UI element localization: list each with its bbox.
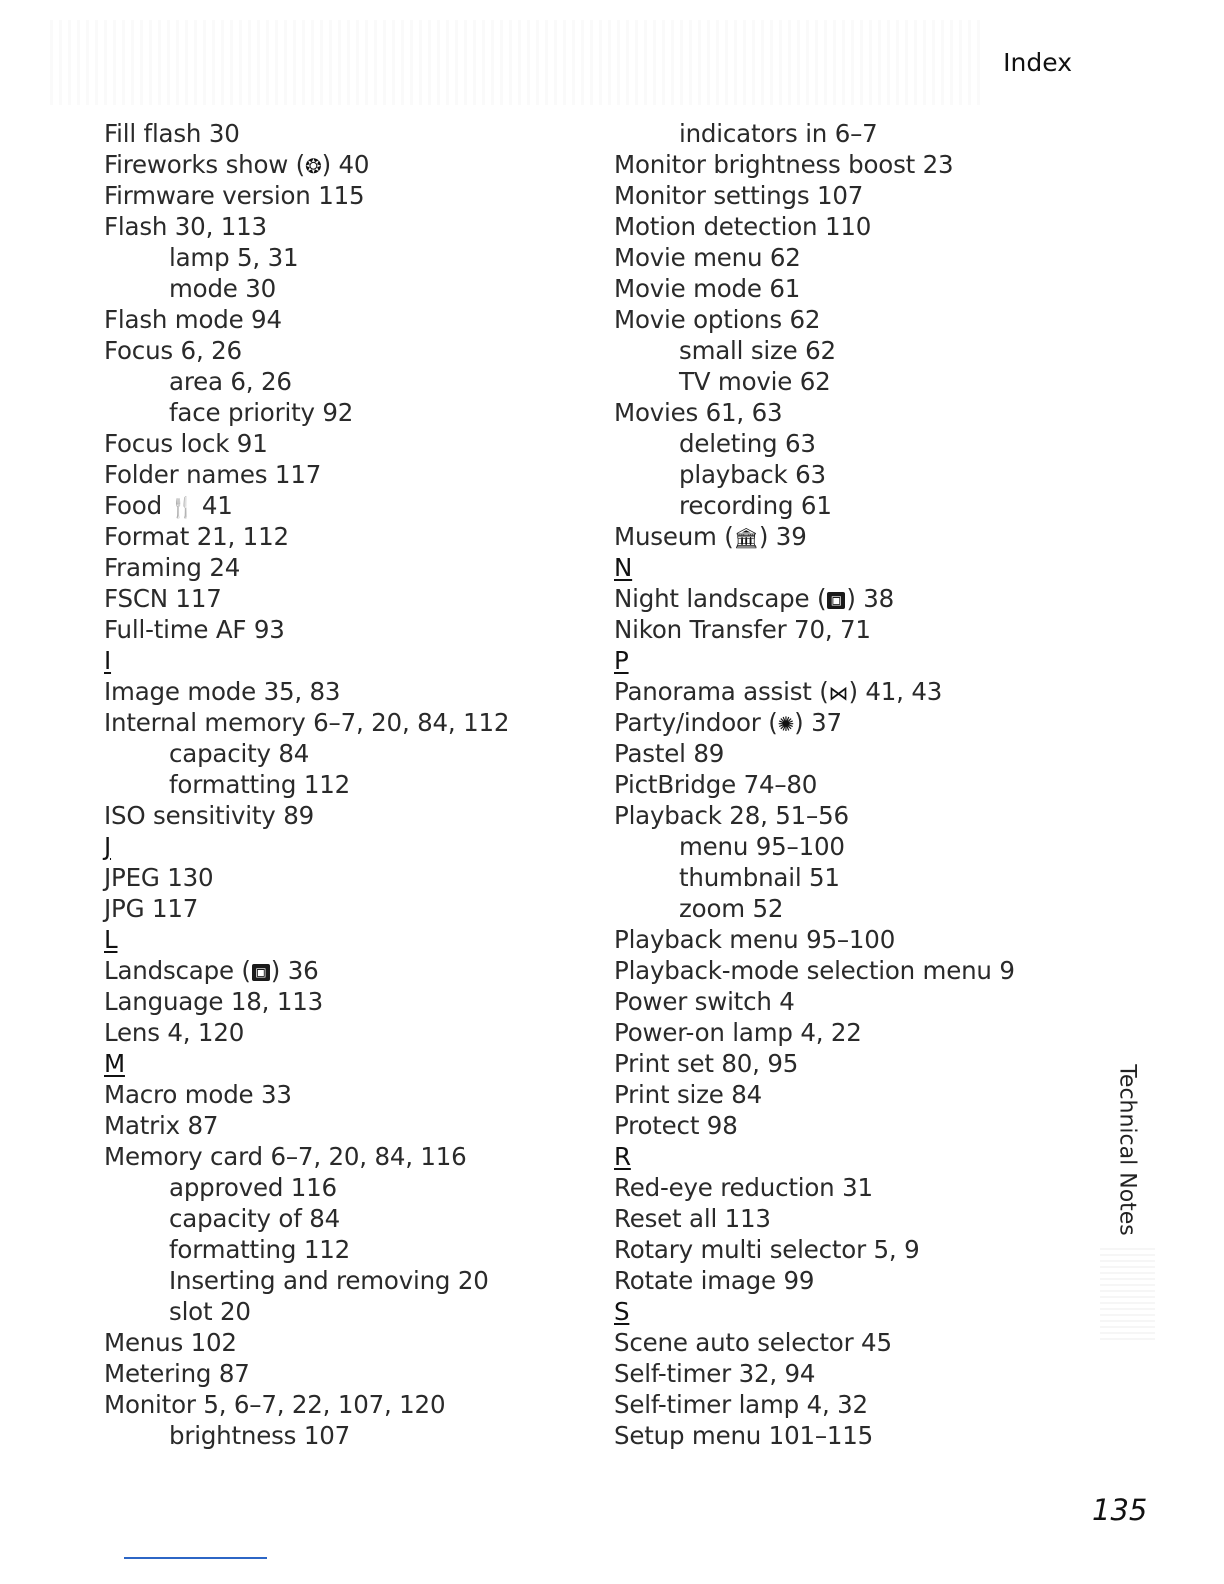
- page-header-title: Index: [1003, 48, 1072, 77]
- index-entry: Playback menu 95–100: [614, 925, 896, 954]
- index-entry: Monitor brightness boost 23: [614, 150, 954, 179]
- index-subentry: capacity of 84: [169, 1204, 340, 1233]
- index-entry: Movies 61, 63: [614, 398, 783, 427]
- landscape-icon: ▣: [252, 964, 270, 981]
- index-letter-heading: L: [104, 925, 118, 954]
- index-entry: Flash mode 94: [104, 305, 282, 334]
- index-subentry: thumbnail 51: [679, 863, 840, 892]
- index-subentry: TV movie 62: [679, 367, 831, 396]
- index-subentry: playback 63: [679, 460, 826, 489]
- index-entry: Nikon Transfer 70, 71: [614, 615, 871, 644]
- index-entry: Macro mode 33: [104, 1080, 292, 1109]
- index-subentry: deleting 63: [679, 429, 816, 458]
- index-entry: Focus 6, 26: [104, 336, 242, 365]
- index-entry: Party/indoor (✺) 37: [614, 708, 842, 737]
- index-letter-heading: I: [104, 646, 112, 675]
- index-entry: Firmware version 115: [104, 181, 365, 210]
- panorama-icon: ⋈: [828, 681, 849, 705]
- index-entry: PictBridge 74–80: [614, 770, 818, 799]
- section-side-tab: [1112, 1064, 1142, 1236]
- index-entry: Reset all 113: [614, 1204, 771, 1233]
- index-subentry: area 6, 26: [169, 367, 292, 396]
- index-entry: Monitor settings 107: [614, 181, 864, 210]
- index-letter-heading: R: [614, 1142, 631, 1171]
- index-entry: Movie options 62: [614, 305, 821, 334]
- index-entry: Fill flash 30: [104, 119, 240, 148]
- index-entry: ISO sensitivity 89: [104, 801, 314, 830]
- index-letter-heading: S: [614, 1297, 630, 1326]
- index-entry: Internal memory 6–7, 20, 84, 112: [104, 708, 510, 737]
- index-subentry: small size 62: [679, 336, 836, 365]
- index-subentry: formatting 112: [169, 1235, 350, 1264]
- index-column-left: [104, 118, 509, 1451]
- index-entry: JPG 117: [104, 894, 199, 923]
- index-entry: Print size 84: [614, 1080, 763, 1109]
- index-entry: Movie mode 61: [614, 274, 801, 303]
- museum-icon: 🏛: [733, 526, 759, 550]
- index-subentry: mode 30: [169, 274, 277, 303]
- index-entry: Scene auto selector 45: [614, 1328, 892, 1357]
- index-entry: Language 18, 113: [104, 987, 324, 1016]
- index-entry: Self-timer 32, 94: [614, 1359, 816, 1388]
- index-entry: Power-on lamp 4, 22: [614, 1018, 862, 1047]
- index-subentry: face priority 92: [169, 398, 354, 427]
- index-entry: Motion detection 110: [614, 212, 872, 241]
- index-entry: Focus lock 91: [104, 429, 268, 458]
- index-subentry: brightness 107: [169, 1421, 350, 1450]
- index-entry: Setup menu 101–115: [614, 1421, 874, 1450]
- side-tab-scan-texture: [1100, 1248, 1155, 1340]
- index-entry: Fireworks show (❂) 40: [104, 150, 370, 179]
- index-entry: Playback-mode selection menu 9: [614, 956, 1015, 985]
- index-entry: Red-eye reduction 31: [614, 1173, 873, 1202]
- index-subentry: menu 95–100: [679, 832, 845, 861]
- index-subentry: recording 61: [679, 491, 832, 520]
- index-entry: Folder names 117: [104, 460, 322, 489]
- index-entry: Full-time AF 93: [104, 615, 285, 644]
- index-entry: FSCN 117: [104, 584, 222, 613]
- index-entry: Rotary multi selector 5, 9: [614, 1235, 920, 1264]
- index-column-right: [614, 118, 1015, 1451]
- index-subentry: lamp 5, 31: [169, 243, 299, 272]
- index-entry: Food 🍴 41: [104, 491, 233, 520]
- index-subentry: Inserting and removing 20: [169, 1266, 489, 1295]
- index-entry: Memory card 6–7, 20, 84, 116: [104, 1142, 467, 1171]
- index-subentry: formatting 112: [169, 770, 350, 799]
- index-subentry: indicators in 6–7: [679, 119, 878, 148]
- index-entry: Pastel 89: [614, 739, 725, 768]
- index-entry: Monitor 5, 6–7, 22, 107, 120: [104, 1390, 446, 1419]
- index-entry: Print set 80, 95: [614, 1049, 799, 1078]
- index-entry: Menus 102: [104, 1328, 237, 1357]
- index-subentry: capacity 84: [169, 739, 310, 768]
- index-entry: Lens 4, 120: [104, 1018, 245, 1047]
- index-letter-heading: M: [104, 1049, 125, 1078]
- index-entry: Power switch 4: [614, 987, 795, 1016]
- index-entry: Self-timer lamp 4, 32: [614, 1390, 868, 1419]
- index-subentry: approved 116: [169, 1173, 337, 1202]
- food-icon: 🍴: [169, 495, 195, 519]
- fireworks-icon: ❂: [305, 154, 322, 178]
- index-letter-heading: P: [614, 646, 629, 675]
- index-entry: Matrix 87: [104, 1111, 219, 1140]
- index-entry: Rotate image 99: [614, 1266, 815, 1295]
- index-subentry: zoom 52: [679, 894, 784, 923]
- index-letter-heading: N: [614, 553, 633, 582]
- page-number: 135: [1092, 1493, 1148, 1527]
- footer-rule: [124, 1557, 267, 1559]
- index-entry: Framing 24: [104, 553, 241, 582]
- index-entry: Format 21, 112: [104, 522, 289, 551]
- section-side-tab-label: Technical Notes: [1114, 1064, 1140, 1236]
- index-entry: Museum (🏛) 39: [614, 522, 807, 551]
- index-letter-heading: J: [104, 832, 112, 861]
- night-landscape-icon: ▣: [827, 592, 845, 609]
- index-entry: Playback 28, 51–56: [614, 801, 849, 830]
- index-entry: JPEG 130: [104, 863, 214, 892]
- index-entry: Night landscape ( ▣ ) 38: [614, 584, 895, 613]
- index-entry: Panorama assist (⋈) 41, 43: [614, 677, 943, 706]
- index-entry: Flash 30, 113: [104, 212, 267, 241]
- index-entry: Landscape ( ▣ ) 36: [104, 956, 319, 985]
- index-subentry: slot 20: [169, 1297, 251, 1326]
- index-entry: Movie menu 62: [614, 243, 801, 272]
- index-entry: Image mode 35, 83: [104, 677, 341, 706]
- index-entry: Metering 87: [104, 1359, 250, 1388]
- index-entry: Protect 98: [614, 1111, 738, 1140]
- header-scan-texture: [50, 20, 980, 105]
- party-icon: ✺: [777, 712, 795, 736]
